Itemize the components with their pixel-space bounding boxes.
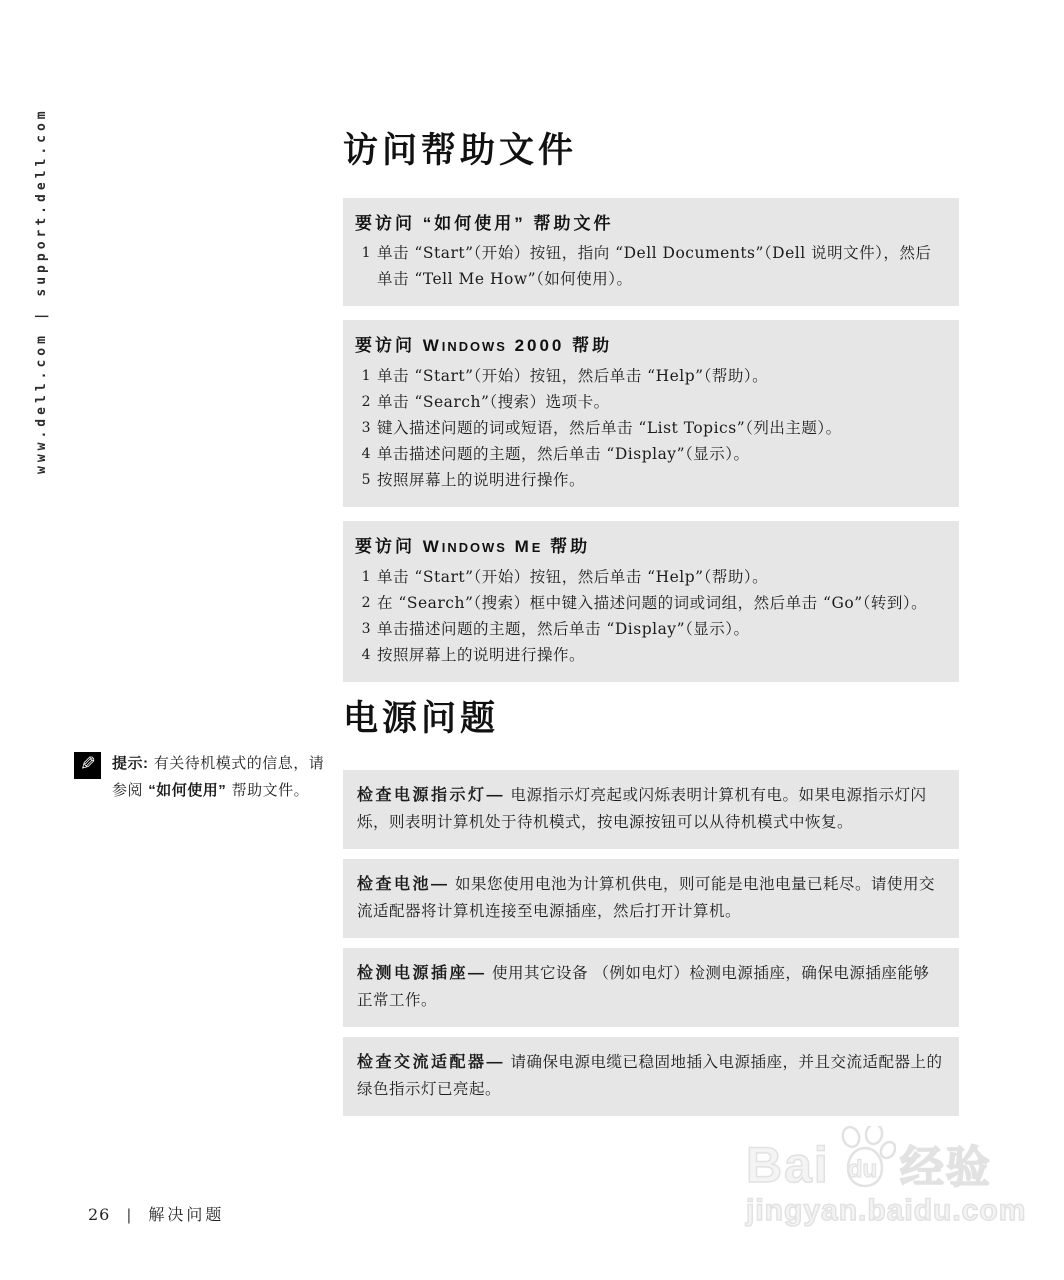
note-icon: ✎ xyxy=(74,752,101,779)
watermark-bai-text: Bai xyxy=(746,1137,830,1193)
step-item xyxy=(355,415,943,441)
box-title: 要访问 WINDOWS 2000 帮助 xyxy=(355,336,613,355)
page-number: 26 xyxy=(88,1205,111,1224)
power-check-box xyxy=(343,770,959,849)
step-number: 4 xyxy=(361,446,371,462)
step-number: 1 xyxy=(361,569,371,585)
power-check-list xyxy=(343,770,959,1116)
power-check-paragraph xyxy=(357,871,943,925)
help-section-title: 访问帮助文件 xyxy=(343,131,578,170)
page-footer xyxy=(88,1202,224,1225)
step-text: 单击 “Start”（开始）按钮，然后单击 “Help”（帮助）。 xyxy=(377,367,769,385)
step-item xyxy=(355,590,943,616)
step-number: 1 xyxy=(361,245,371,261)
power-section-title: 电源问题 xyxy=(343,699,500,738)
power-check-text: 请确保电源电缆已稳固地插入电源插座，并且交流适配器上的绿色指示灯已亮起。 xyxy=(357,1053,943,1098)
watermark-logo-row xyxy=(746,1126,1062,1193)
step-item xyxy=(355,467,943,493)
step-item xyxy=(355,441,943,467)
power-check-title: 检查交流适配器— xyxy=(357,1054,506,1071)
step-text: 单击描述问题的主题，然后单击 “Display”（显示）。 xyxy=(377,620,750,638)
footer-section-label: 解决问题 xyxy=(148,1207,225,1224)
step-text: 单击 “Start”（开始）按钮，指向 “Dell Documents”（Dell 说明文件），然后单击 “Tell Me How”（如何使用）。 xyxy=(377,244,932,288)
step-number: 1 xyxy=(361,368,371,384)
step-number: 4 xyxy=(361,647,371,663)
step-text: 按照屏幕上的说明进行操作。 xyxy=(377,646,586,664)
step-number: 2 xyxy=(361,394,371,410)
step-text: 在 “Search”（搜索）框中键入描述问题的词或词组，然后单击 “Go”（转到）。 xyxy=(377,594,928,612)
power-check-paragraph xyxy=(357,1049,943,1103)
step-number: 2 xyxy=(361,595,371,611)
power-check-title: 检测电源插座— xyxy=(357,965,487,982)
step-item xyxy=(355,616,943,642)
step-number: 3 xyxy=(361,621,371,637)
box-title: 要访问 “如何使用” 帮助文件 xyxy=(355,214,614,233)
power-check-box xyxy=(343,859,959,938)
baidu-jingyan-watermark xyxy=(746,1126,1062,1228)
step-text: 单击描述问题的主题，然后单击 “Display”（显示）。 xyxy=(377,445,750,463)
step-item xyxy=(355,564,943,590)
help-box-windows-me xyxy=(343,521,959,682)
tip-note xyxy=(74,750,326,804)
step-list xyxy=(355,363,943,493)
power-check-paragraph xyxy=(357,960,943,1014)
tip-text: 提示: 有关待机模式的信息，请参阅 “如何使用” 帮助文件。 xyxy=(112,754,325,799)
help-box-tell-me-how xyxy=(343,198,959,306)
step-item xyxy=(355,642,943,668)
main-content xyxy=(343,130,959,1126)
step-list xyxy=(355,240,943,292)
box-title: 要访问 WINDOWS ME 帮助 xyxy=(355,537,591,556)
watermark-url: jingyan.baidu.com xyxy=(746,1194,1027,1227)
step-text: 键入描述问题的词或短语，然后单击 “List Topics”（列出主题）。 xyxy=(377,419,842,437)
power-check-text: 使用其它设备 （例如电灯）检测电源插座，确保电源插座能够正常工作。 xyxy=(357,964,930,1009)
footer-separator: | xyxy=(126,1206,133,1224)
power-check-box xyxy=(343,1037,959,1116)
step-item xyxy=(355,240,943,292)
power-check-box xyxy=(343,948,959,1027)
watermark-du-text: du xyxy=(847,1156,878,1183)
step-item xyxy=(355,363,943,389)
step-item xyxy=(355,389,943,415)
step-number: 3 xyxy=(361,420,371,436)
power-check-title: 检查电池— xyxy=(357,876,450,893)
step-text: 单击 “Start”（开始）按钮，然后单击 “Help”（帮助）。 xyxy=(377,568,769,586)
sidebar-url-text: www.dell.com | support.dell.com xyxy=(34,107,49,474)
power-check-title: 检查电源指示灯— xyxy=(357,787,506,804)
step-text: 单击 “Search”（搜索）选项卡。 xyxy=(377,393,610,411)
power-check-paragraph xyxy=(357,782,943,836)
step-list xyxy=(355,564,943,668)
watermark-cn-text: 经验 xyxy=(899,1143,992,1192)
power-check-text: 如果您使用电池为计算机供电，则可能是电池电量已耗尽。请使用交流适配器将计算机连接至电源插座，然后打开计算机。 xyxy=(357,875,935,920)
step-text: 按照屏幕上的说明进行操作。 xyxy=(377,471,586,489)
power-check-text: 电源指示灯亮起或闪烁表明计算机有电。如果电源指示灯闪烁，则表明计算机处于待机模式，按电源按钮可以从待机模式中恢复。 xyxy=(357,786,927,831)
step-number: 5 xyxy=(361,472,371,488)
help-box-windows-2000 xyxy=(343,320,959,507)
baidu-paw-icon xyxy=(834,1126,896,1190)
